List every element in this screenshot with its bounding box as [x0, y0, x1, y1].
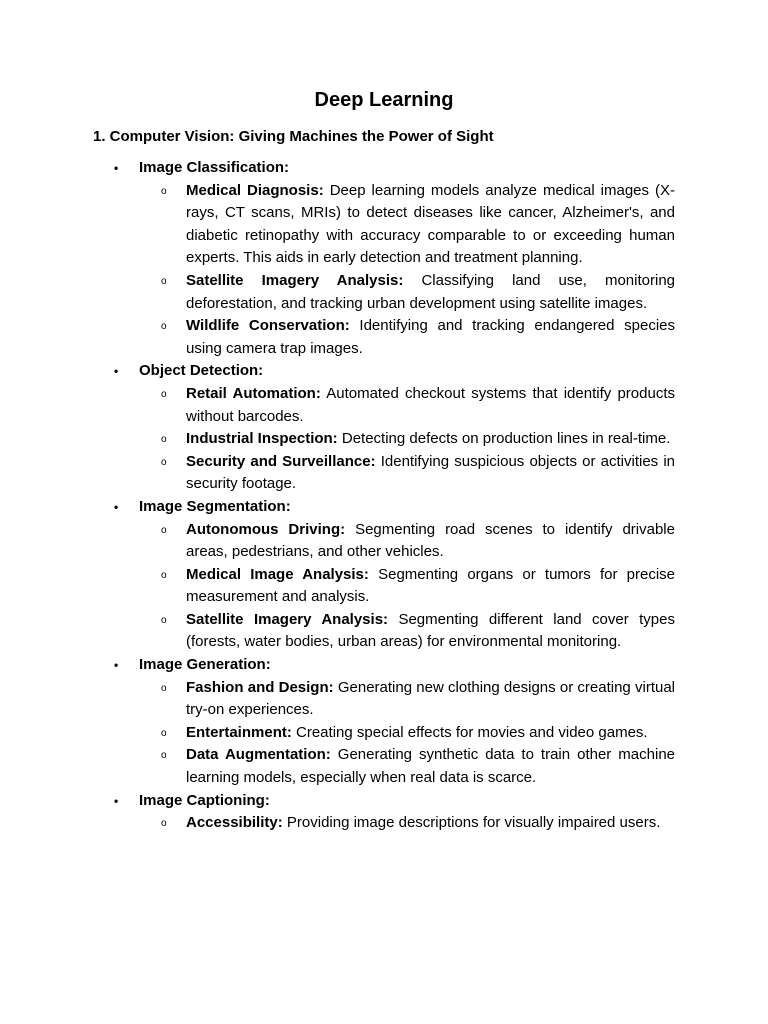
topic-label: Image Generation:	[139, 656, 271, 674]
circle-bullet-icon: o	[161, 321, 167, 333]
topic-item	[0, 654, 768, 790]
circle-bullet-icon: o	[161, 456, 167, 468]
item-description: Segmenting different land cover types (forests, water bodies, urban areas) for environmental monitoring.	[186, 610, 675, 651]
item-term: Security and Surveillance:	[186, 452, 376, 470]
topic-item	[0, 496, 768, 654]
circle-bullet-icon: o	[161, 614, 167, 626]
sub-item	[0, 812, 768, 835]
sub-item-list	[0, 519, 768, 655]
bullet-icon: •	[114, 499, 119, 514]
item-description: Creating special effects for movies and video games.	[296, 723, 648, 741]
topic-item	[0, 360, 768, 496]
item-description: Detecting defects on production lines in real-time.	[341, 430, 671, 448]
circle-bullet-icon: o	[161, 569, 167, 581]
topic-item	[0, 157, 768, 360]
item-description: Automated checkout systems that identify products without barcodes.	[186, 384, 675, 425]
circle-bullet-icon: o	[161, 524, 167, 536]
sub-item-list	[0, 812, 768, 835]
item-term: Retail Automation:	[186, 384, 321, 402]
item-term: Fashion and Design:	[186, 678, 334, 696]
bullet-icon: •	[114, 161, 119, 175]
sub-item	[0, 180, 768, 270]
circle-bullet-icon: o	[161, 185, 167, 197]
topic-heading	[0, 157, 768, 180]
topic-list	[0, 157, 768, 835]
circle-bullet-icon: o	[161, 682, 167, 694]
topic-label: Image Segmentation:	[139, 497, 291, 515]
topic-label: Image Classification:	[139, 159, 290, 176]
topic-heading	[0, 790, 768, 813]
item-term: Data Augmentation:	[186, 746, 331, 764]
item-term: Entertainment:	[186, 723, 292, 741]
item-description: Segmenting organs or tumors for precise measurement and analysis.	[186, 565, 675, 606]
sub-item	[0, 677, 768, 722]
bullet-icon: •	[114, 793, 119, 808]
sub-item	[0, 722, 768, 745]
bullet-icon: •	[114, 364, 119, 379]
topic-item	[0, 790, 768, 835]
circle-bullet-icon: o	[161, 275, 167, 287]
topic-heading	[0, 496, 768, 519]
sub-item	[0, 451, 768, 496]
item-term: Satellite Imagery Analysis:	[186, 271, 404, 289]
item-term: Medical Image Analysis:	[186, 565, 369, 583]
sub-item-list	[0, 677, 768, 790]
item-term: Medical Diagnosis:	[186, 181, 324, 199]
circle-bullet-icon: o	[161, 388, 167, 400]
sub-item	[0, 383, 768, 428]
section-heading: 1. Computer Vision: Giving Machines the Power of Sight	[93, 128, 494, 145]
item-term: Industrial Inspection:	[186, 430, 338, 448]
item-description: Classifying land use, monitoring deforestation, and tracking urban development using satellite images.	[186, 271, 675, 312]
item-description: Identifying and tracking endangered species using camera trap images.	[186, 317, 675, 357]
item-term: Wildlife Conservation:	[186, 317, 350, 335]
topic-label: Object Detection:	[139, 362, 264, 380]
item-description: Generating new clothing designs or creating virtual try-on experiences.	[186, 678, 676, 719]
circle-bullet-icon: o	[161, 727, 167, 739]
sub-item-list	[0, 383, 768, 496]
topic-heading	[0, 654, 768, 677]
topic-label: Image Captioning:	[139, 791, 270, 809]
sub-item	[0, 744, 768, 789]
item-description: Generating synthetic data to train other machine learning models, especially when real data is scarce.	[186, 746, 675, 787]
item-description: Providing image descriptions for visually impaired users.	[286, 814, 661, 832]
item-term: Satellite Imagery Analysis:	[186, 610, 389, 628]
sub-item	[0, 609, 768, 654]
sub-item-list	[0, 180, 768, 361]
circle-bullet-icon: o	[161, 750, 167, 762]
bullet-icon: •	[114, 658, 119, 673]
document-title: Deep Learning	[314, 89, 454, 111]
sub-item	[0, 519, 768, 564]
item-description: Deep learning models analyze medical images (X-rays, CT scans, MRIs) to detect diseases like cancer, Alzheimer's, and diabetic retinopathy with accuracy comparable to or exceeding human experts. This aids in early detection and treatment planning.	[186, 181, 675, 267]
circle-bullet-icon: o	[161, 434, 167, 446]
sub-item	[0, 428, 768, 451]
item-description: Segmenting road scenes to identify drivable areas, pedestrians, and other vehicles.	[186, 520, 675, 561]
item-term: Autonomous Driving:	[186, 520, 346, 538]
circle-bullet-icon: o	[161, 818, 167, 830]
sub-item	[0, 564, 768, 609]
sub-item	[0, 270, 768, 315]
item-description: Identifying suspicious objects or activities in security footage.	[186, 452, 676, 493]
item-term: Accessibility:	[186, 814, 283, 832]
topic-heading	[0, 360, 768, 383]
sub-item	[0, 315, 768, 360]
